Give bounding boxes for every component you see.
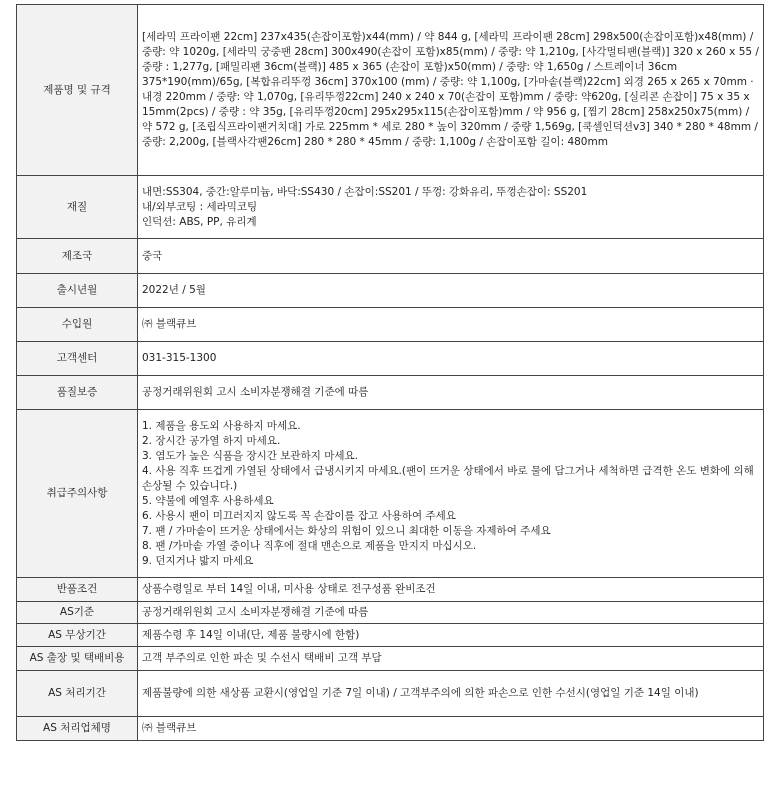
row-label: 출시년월 (17, 274, 138, 308)
row-label: 재질 (17, 176, 138, 239)
service-phone: 031-315-1300 (138, 342, 764, 376)
caution-item: 9. 던지거나 밟지 마세요 (142, 554, 254, 567)
table-row (17, 624, 764, 647)
material-line: 내/외부코팅 : 세라믹코팅 (142, 200, 258, 213)
caution-item: 3. 염도가 높은 식품을 장시간 보관하지 마세요. (142, 449, 358, 462)
row-label: AS 처리업체명 (17, 717, 138, 741)
as-shipping-value: 고객 부주의로 인한 파손 및 수선시 택배비 고객 부담 (138, 647, 764, 671)
row-label: AS 처리기간 (17, 671, 138, 717)
table-row (17, 671, 764, 717)
as-standard-value: 공정거래위원회 고시 소비자분쟁해결 기준에 따름 (138, 602, 764, 624)
material-value (138, 176, 764, 239)
release-value: 2022년 / 5월 (138, 274, 764, 308)
row-label: 제조국 (17, 239, 138, 274)
row-label: AS기준 (17, 602, 138, 624)
return-value: 상품수령일로 부터 14일 이내, 미사용 상태로 전구성품 완비조건 (138, 578, 764, 602)
as-free-value: 제품수령 후 14일 이내(단, 제품 불량시에 한함) (138, 624, 764, 647)
caution-value (138, 410, 764, 578)
material-line: 내면:SS304, 중간:알루미늄, 바닥:SS430 / 손잡이:SS201 / 뚜껑: 강화유리, 뚜껑손잡이: SS201 (142, 185, 588, 198)
table-row (17, 342, 764, 376)
row-label: 취급주의사항 (17, 410, 138, 578)
as-period-value: 제품불량에 의한 새상품 교환시(영업일 기준 7일 이내) / 고객부주의에 의한 파손으로 인한 수선시(영업일 기준 14일 이내) (138, 671, 764, 717)
warranty-value: 공정거래위원회 고시 소비자분쟁해결 기준에 따름 (138, 376, 764, 410)
caution-item: 2. 장시간 공가열 하지 마세요. (142, 434, 281, 447)
caution-item: 5. 약불에 예열후 사용하세요 (142, 494, 274, 507)
row-label: 제품명 및 규격 (17, 5, 138, 176)
row-label: 반품조건 (17, 578, 138, 602)
table-row (17, 5, 764, 176)
spec-value: [세라믹 프라이팬 22cm] 237x435(손잡이포함)x44(mm) / 약 844 g, [세라믹 프라이팬 28cm] 298x500(손잡이포함)x48(mm) / 중량: 약 1020g, [세라믹 궁중팬 28cm] 300x490(손잡이 포함)x85(mm) / 중량: 약 1,210g, [사각멀티팬(블랙)] 320 x 260 x 55 / 중량 : 1,277g, [패밀리팬 36cm(블랙)] 485 x 365 (손잡이 포함)x50(mm) / 중량: 약 1,650g / 스트레이너 36cm 375*190(mm)/65g, [복합유리뚜껑 36cm] 370x100 (mm) / 중량: 약 1,100g, [가마솥(블랙)22cm] 외경 265 x 265 x 70mm · 내경 220mm / 중량: 약 1,070g, [유리뚜껑22cm] 240 x 240 x 70(손잡이 포함)mm / 중량: 약620g, [실리콘 손잡이] 75 x 35 x 15mm(2pcs) / 중량 : 약 35g, [유리뚜껑20cm] 295x295x115(손잡이포함)mm / 약 956 g, [찜기 28cm] 258x250x75(mm) / 약 572 g, [조립식프라이팬거치대] 가로 225mm * 세로 280 * 높이 320mm / 중량 1,569g, [쿡셀인덕션v3] 340 * 280 * 48mm / 중량: 2,200g, [블랙사각팬26cm] 280 * 280 * 45mm / 중량: 1,100g / 손잡이포함 길이: 480mm (138, 5, 764, 176)
caution-item: 6. 사용시 팬이 미끄러지지 않도록 꼭 손잡이를 잡고 사용하여 주세요 (142, 509, 456, 522)
table-row (17, 410, 764, 578)
row-label: AS 출장 및 택배비용 (17, 647, 138, 671)
table-row (17, 647, 764, 671)
table-row (17, 176, 764, 239)
importer-value: ㈜ 블랙큐브 (138, 308, 764, 342)
row-label: AS 무상기간 (17, 624, 138, 647)
caution-item: 1. 제품을 용도외 사용하지 마세요. (142, 419, 301, 432)
table-row (17, 308, 764, 342)
table-row (17, 274, 764, 308)
row-label: 품질보증 (17, 376, 138, 410)
table-row (17, 376, 764, 410)
caution-item: 7. 팬 / 가마솥이 뜨거운 상태에서는 화상의 위험이 있으니 최대한 이동을 자제하여 주세요 (142, 524, 551, 537)
table-row (17, 602, 764, 624)
table-row (17, 239, 764, 274)
caution-item: 8. 팬 /가마솥 가열 중이나 직후에 절대 맨손으로 제품을 만지지 마십시오. (142, 539, 477, 552)
row-label: 고객센터 (17, 342, 138, 376)
as-company-value: ㈜ 블랙큐브 (138, 717, 764, 741)
origin-value: 중국 (138, 239, 764, 274)
row-label: 수입원 (17, 308, 138, 342)
caution-item: 4. 사용 직후 뜨겁게 가열된 상태에서 급냉시키지 마세요.(팬이 뜨거운 상태에서 바로 물에 담그거나 세척하면 급격한 온도 변화에 의해 손상될 수 있습니다.) (142, 464, 754, 492)
table-row (17, 578, 764, 602)
material-line: 인덕션: ABS, PP, 유리계 (142, 215, 257, 228)
product-info-table (16, 4, 764, 741)
table-row (17, 717, 764, 741)
